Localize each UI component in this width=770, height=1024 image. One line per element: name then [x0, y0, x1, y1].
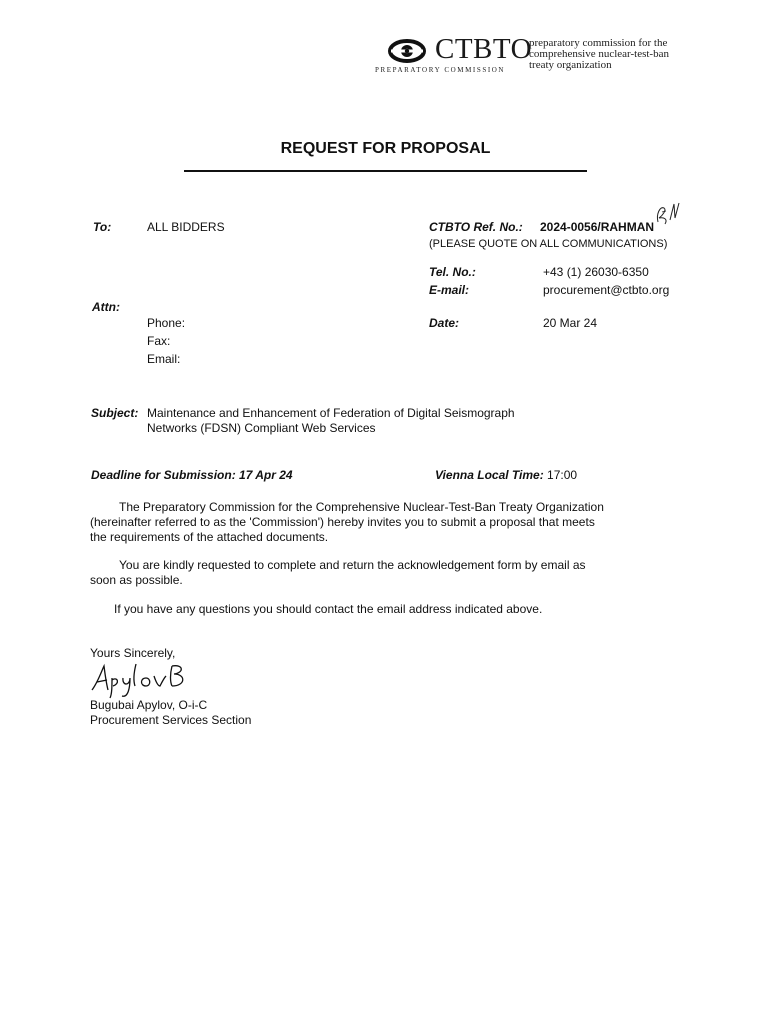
ref-value: 2024-0056/RAHMAN: [540, 220, 655, 234]
handwritten-signature: [88, 660, 198, 700]
body-line: You are kindly requested to complete and return the acknowledgement form by email as: [119, 558, 586, 572]
body-paragraph: [114, 602, 542, 617]
subject-line: Networks (FDSN) Compliant Web Services: [147, 421, 376, 435]
body-line: soon as possible.: [90, 573, 183, 587]
body-paragraph: [90, 558, 586, 588]
logo-wordmark: CTBTO: [435, 33, 533, 65]
attn-email-label: Email:: [147, 352, 181, 366]
email-label: E-mail:: [429, 283, 470, 297]
body-line: (hereinafter referred to as the 'Commission') hereby invites you to submit a proposal that meets: [90, 515, 595, 529]
attn-phone-label: Phone:: [147, 316, 186, 330]
title-underline: [184, 170, 587, 172]
vienna-time: [435, 468, 577, 482]
attn-fax-label: Fax:: [147, 334, 171, 348]
attn-label: Attn:: [92, 300, 120, 314]
body-line: If you have any questions you should contact the email address indicated above.: [114, 602, 543, 616]
body-line: The Preparatory Commission for the Comprehensive Nuclear-Test-Ban Treaty Organization: [119, 500, 604, 514]
signatory-section: Procurement Services Section: [90, 713, 252, 727]
body-paragraph: [90, 500, 604, 545]
vienna-time-value: 17:00: [547, 468, 578, 482]
deadline: Deadline for Submission: 17 Apr 24: [91, 468, 293, 482]
logo-description-line: comprehensive nuclear-test-ban: [529, 48, 669, 60]
date-label: Date:: [429, 316, 460, 330]
tel-label: Tel. No.:: [429, 265, 476, 279]
body-line: the requirements of the attached documents.: [90, 530, 329, 544]
vienna-time-label: Vienna Local Time:: [435, 468, 544, 482]
email-value: procurement@ctbto.org: [543, 283, 670, 297]
logo-subtitle: PREPARATORY COMMISSION: [375, 66, 506, 74]
to-value: ALL BIDDERS: [147, 220, 225, 234]
subject-label: Subject:: [91, 406, 139, 420]
logo-description-line: treaty organization: [529, 59, 612, 71]
subject-line: Maintenance and Enhancement of Federation of Digital Seismograph: [147, 406, 515, 420]
logo-description-line: preparatory commission for the: [529, 37, 668, 49]
to-label: To:: [93, 220, 112, 234]
initials-signature: [650, 200, 684, 230]
page-title: REQUEST FOR PROPOSAL: [280, 140, 491, 157]
logo-description: [529, 38, 699, 71]
tel-value: +43 (1) 26030-6350: [543, 265, 649, 279]
ref-note: (PLEASE QUOTE ON ALL COMMUNICATIONS): [429, 238, 668, 250]
ref-label: CTBTO Ref. No.:: [429, 220, 523, 234]
closing: Yours Sincerely,: [90, 646, 176, 660]
signatory-name: Bugubai Apylov, O-i-C: [90, 698, 208, 712]
ctbto-logo-icon: [388, 36, 426, 66]
date-value: 20 Mar 24: [543, 316, 598, 330]
